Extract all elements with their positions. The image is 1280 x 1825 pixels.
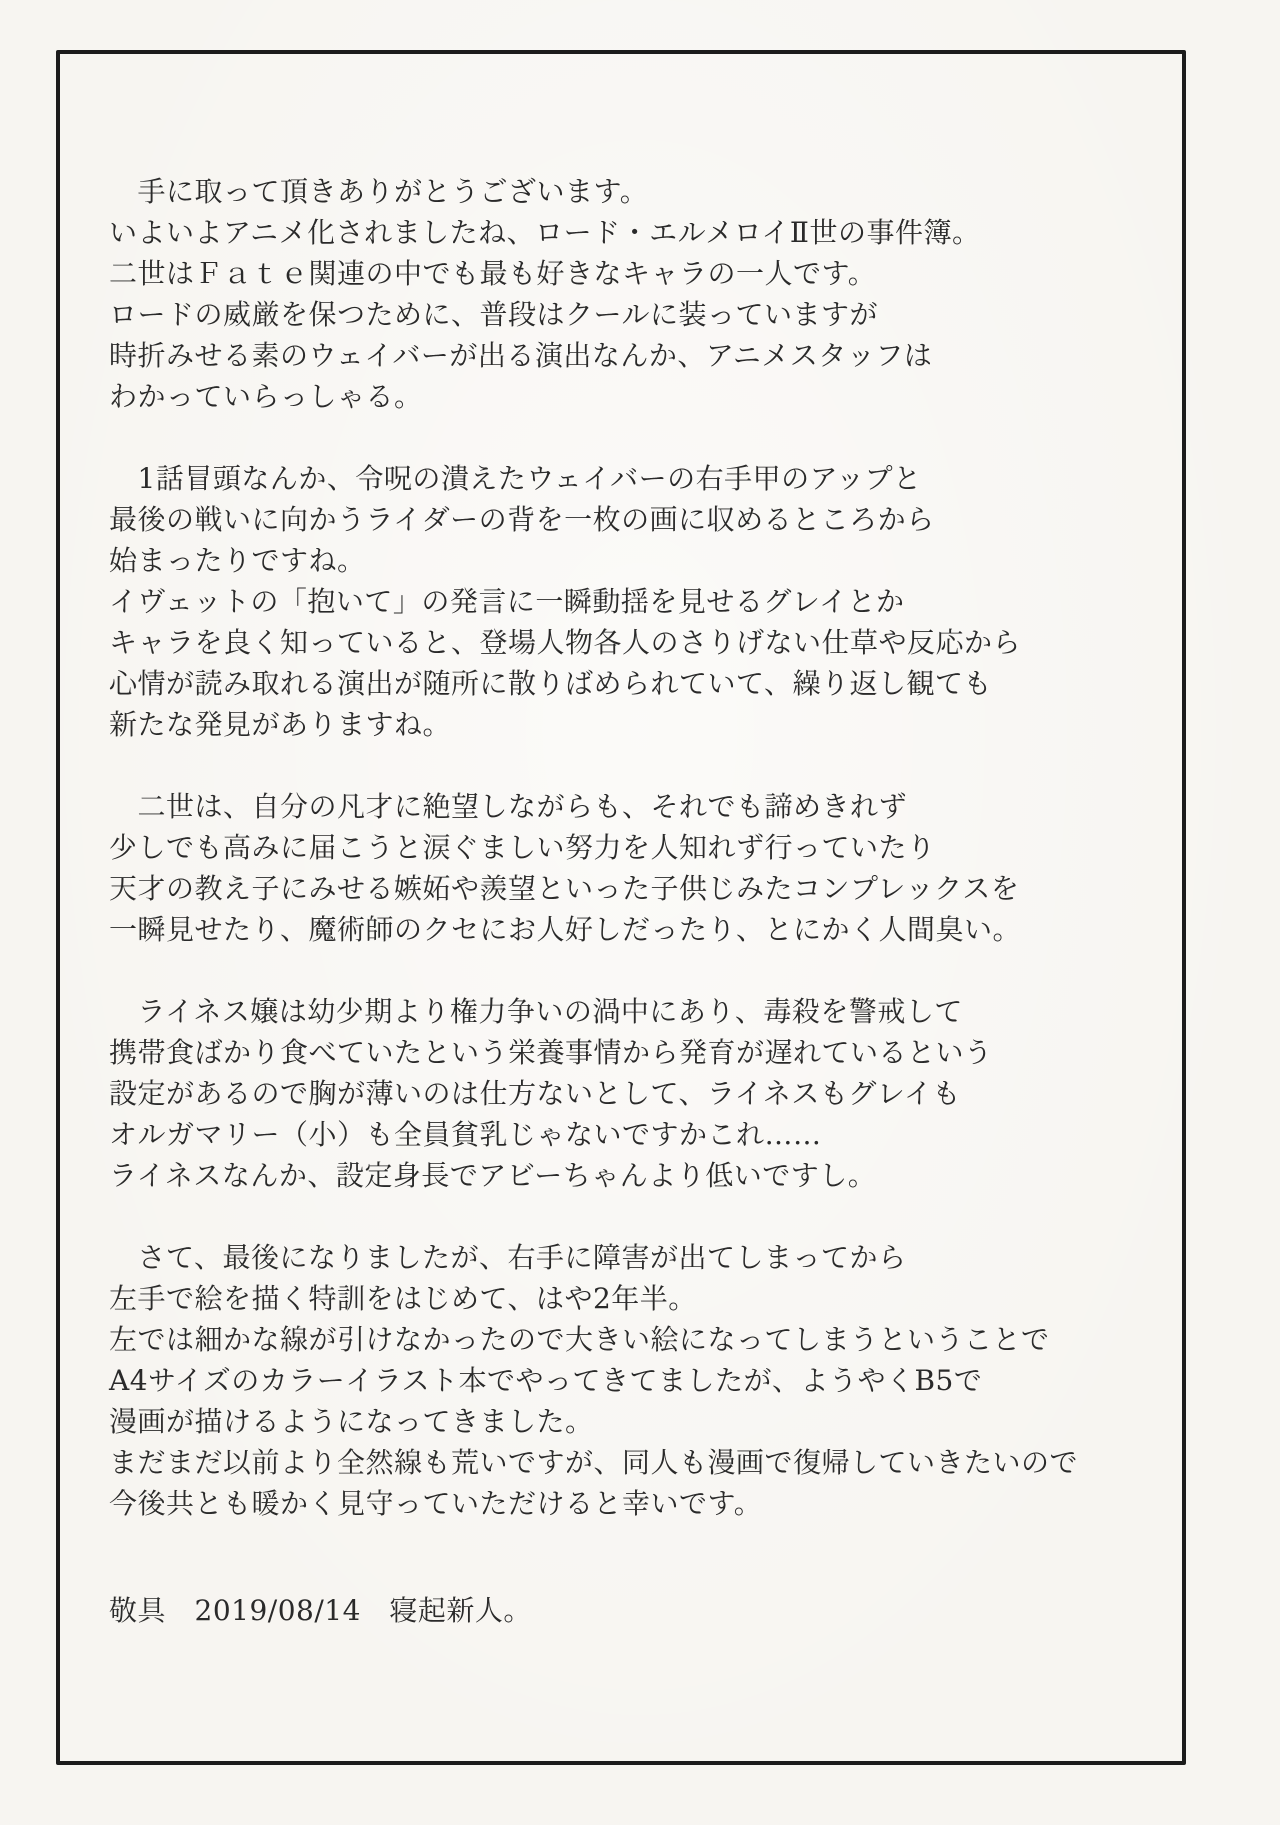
paragraph-greeting (109, 171, 1172, 417)
text-line: 設定があるので胸が薄いのは仕方ないとして、ライネスもグレイも (109, 1077, 961, 1110)
text-line: 始まったりですね。 (109, 544, 366, 577)
paragraph-nisei-character (109, 786, 1172, 950)
text-line: ロードの威厳を保つために、普段はクールに装っていますが (109, 298, 878, 331)
text-line: 天才の教え子にみせる嫉妬や羨望といった子供じみたコンプレックスを (109, 872, 1020, 905)
text-line: 新たな発見がありますね。 (109, 708, 452, 741)
paragraph-reines (109, 991, 1172, 1196)
text-line: さて、最後になりましたが、右手に障害が出てしまってから (109, 1241, 907, 1274)
text-line: 二世はＦａｔｅ関連の中でも最も好きなキャラの一人です。 (109, 257, 877, 290)
afterword-text-block (109, 171, 1172, 1631)
text-line: 心情が読み取れる演出が随所に散りばめられていて、繰り返し観ても (109, 667, 992, 700)
text-line: 最後の戦いに向かうライダーの背を一枚の画に収めるところから (109, 503, 935, 536)
text-line: キャラを良く知っていると、登場人物各人のさりげない仕草や反応から (109, 626, 1022, 659)
paragraph-closing (109, 1237, 1172, 1524)
text-line: 手に取って頂きありがとうございます。 (109, 175, 649, 208)
text-line: 左手で絵を描く特訓をはじめて、はや2年半。 (109, 1282, 697, 1315)
text-line: 左では細かな線が引けなかったので大きい絵になってしまうということで (109, 1323, 1050, 1356)
text-line: 少しでも高みに届こうと涙ぐましい努力を人知れず行っていたり (109, 831, 936, 864)
text-line: まだまだ以前より全然線も荒いですが、同人も漫画で復帰していきたいので (109, 1446, 1079, 1479)
text-line: イヴェットの「抱いて」の発言に一瞬動揺を見せるグレイとか (109, 585, 905, 618)
text-line: 今後共とも暖かく見守っていただけると幸いです。 (109, 1487, 763, 1520)
text-line: 二世は、自分の凡才に絶望しながらも、それでも諦めきれず (109, 790, 908, 823)
text-line: 漫画が描けるようになってきました。 (109, 1405, 594, 1438)
text-line: 1話冒頭なんか、令呪の潰えたウェイバーの右手甲のアップと (109, 462, 922, 495)
text-line: A4サイズのカラーイラスト本でやってきてましたが、ようやくB5で (109, 1364, 983, 1397)
signature-line: 敬具 2019/08/14 寝起新人。 (109, 1594, 532, 1627)
page-border-frame (56, 50, 1186, 1765)
text-line: 時折みせる素のウェイバーが出る演出なんか、アニメスタッフは (109, 339, 933, 372)
text-line: 携帯食ばかり食べていたという栄養事情から発育が遅れているという (109, 1036, 993, 1069)
text-line: オルガマリー（小）も全員貧乳じゃないですかこれ…… (109, 1118, 822, 1151)
text-line: いよいよアニメ化されましたね、ロード・エルメロイⅡ世の事件簿。 (109, 216, 981, 249)
text-line: ライネスなんか、設定身長でアビーちゃんより低いですし。 (109, 1159, 877, 1192)
text-line: ライネス嬢は幼少期より権力争いの渦中にあり、毒殺を警戒して (109, 995, 963, 1028)
text-line: 一瞬見せたり、魔術師のクセにお人好しだったり、とにかく人間臭い。 (109, 913, 1022, 946)
paragraph-episode-one (109, 458, 1172, 745)
text-line: わかっていらっしゃる。 (109, 380, 423, 413)
